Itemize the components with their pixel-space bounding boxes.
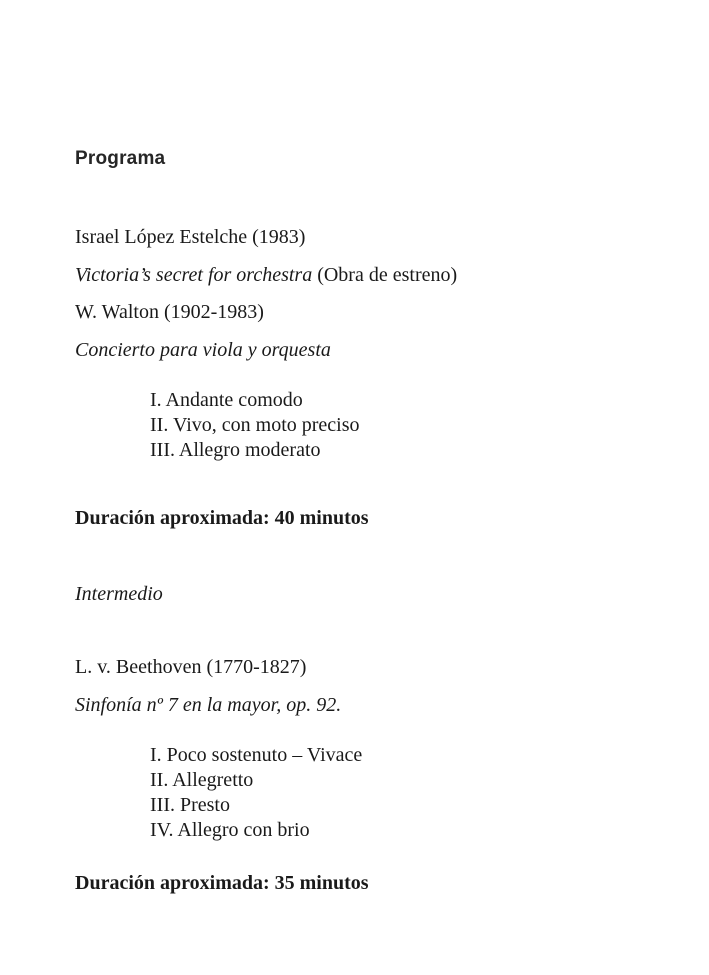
movement-item: III. Presto bbox=[150, 794, 230, 816]
page-title: Programa bbox=[75, 148, 166, 169]
movement-item: II. Allegretto bbox=[150, 769, 254, 791]
work-title-line bbox=[75, 339, 669, 361]
movement-list bbox=[150, 743, 669, 843]
first-half-section bbox=[75, 226, 669, 529]
movement-item: I. Poco sostenuto – Vivace bbox=[150, 744, 363, 766]
work-title: Victoria’s secret for orchestra bbox=[75, 264, 313, 286]
work-title: Concierto para viola y orquesta bbox=[75, 339, 331, 361]
work-title-line bbox=[75, 694, 669, 716]
composer-name: L. v. Beethoven (1770-1827) bbox=[75, 656, 307, 678]
work-title: Sinfonía nº 7 en la mayor, op. 92. bbox=[75, 694, 342, 716]
second-half-section bbox=[75, 656, 669, 894]
composer-name: Israel López Estelche (1983) bbox=[75, 226, 306, 248]
intermission-label: Intermedio bbox=[75, 583, 163, 605]
movement-item: IV. Allegro con brio bbox=[150, 819, 310, 841]
movement-list bbox=[150, 388, 669, 463]
work-title-note: (Obra de estreno) bbox=[317, 264, 458, 286]
movement-item: I. Andante comodo bbox=[150, 389, 303, 411]
movement-item: II. Vivo, con moto preciso bbox=[150, 414, 360, 436]
work-title-line bbox=[75, 264, 669, 286]
duration-note: Duración aproximada: 35 minutos bbox=[75, 872, 369, 894]
movement-item: III. Allegro moderato bbox=[150, 439, 321, 461]
duration-note: Duración aproximada: 40 minutos bbox=[75, 507, 369, 529]
composer-name: W. Walton (1902-1983) bbox=[75, 301, 264, 323]
